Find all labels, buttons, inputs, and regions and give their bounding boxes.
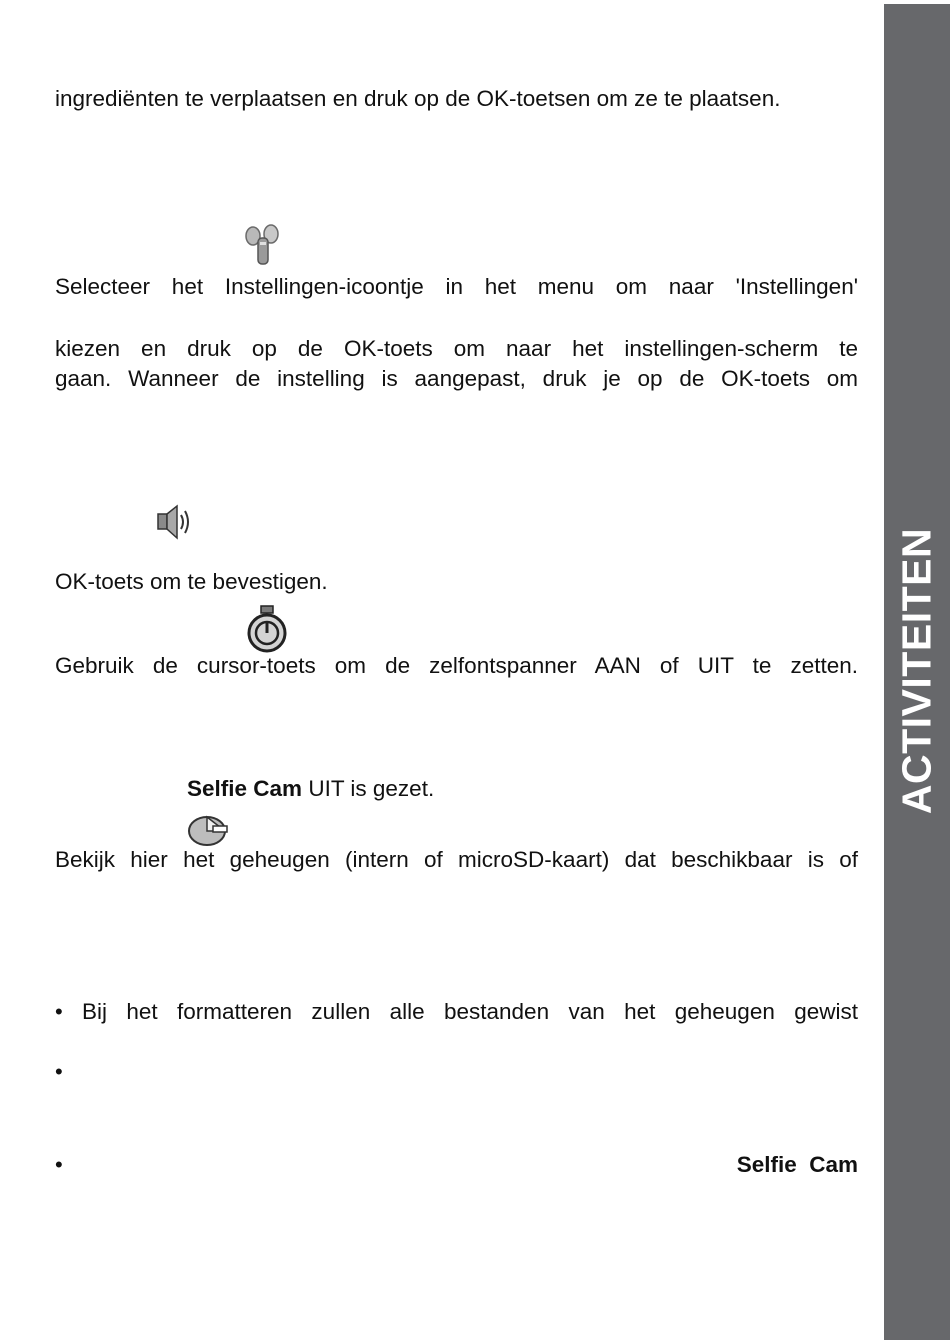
section-label: ACTIVITEITEN <box>893 527 940 815</box>
text-line-cursor: Gebruik de cursor-toets om de zelfontspanner AAN of UIT te zetten. <box>55 653 858 678</box>
settings-icon <box>240 222 286 273</box>
product-name: Selfie Cam <box>736 1152 858 1177</box>
text-line-formatting: Bij het formatteren zullen alle bestanden van het geheugen gewist <box>82 999 858 1024</box>
speaker-icon <box>154 503 196 546</box>
text-line-setting-changed: gaan. Wanneer de instelling is aangepast, druk je op de OK-toets om <box>55 366 858 391</box>
text-line-ingredients: ingrediënten te verplaatsen en druk op de OK-toetsen om ze te plaatsen. <box>55 86 781 111</box>
text-off: UIT is gezet. <box>302 776 435 801</box>
bullet-marker: • <box>55 1152 63 1177</box>
text-line-choose-ok: kiezen en druk op de OK-toets om naar het instellingen-scherm te <box>55 336 858 361</box>
bullet-marker: • <box>55 1059 63 1084</box>
text-line-confirm: OK-toets om te bevestigen. <box>55 569 328 594</box>
text-line-selfie-cam-off <box>187 774 434 804</box>
product-name: Selfie Cam <box>187 776 303 801</box>
text-line-select-settings: Selecteer het Instellingen-icoontje in het menu om naar 'Instellingen' <box>55 274 858 299</box>
bullet-marker: • <box>55 999 63 1024</box>
text-line-memory: Bekijk hier het geheugen (intern of microSD-kaart) dat beschikbaar is of <box>55 847 858 872</box>
